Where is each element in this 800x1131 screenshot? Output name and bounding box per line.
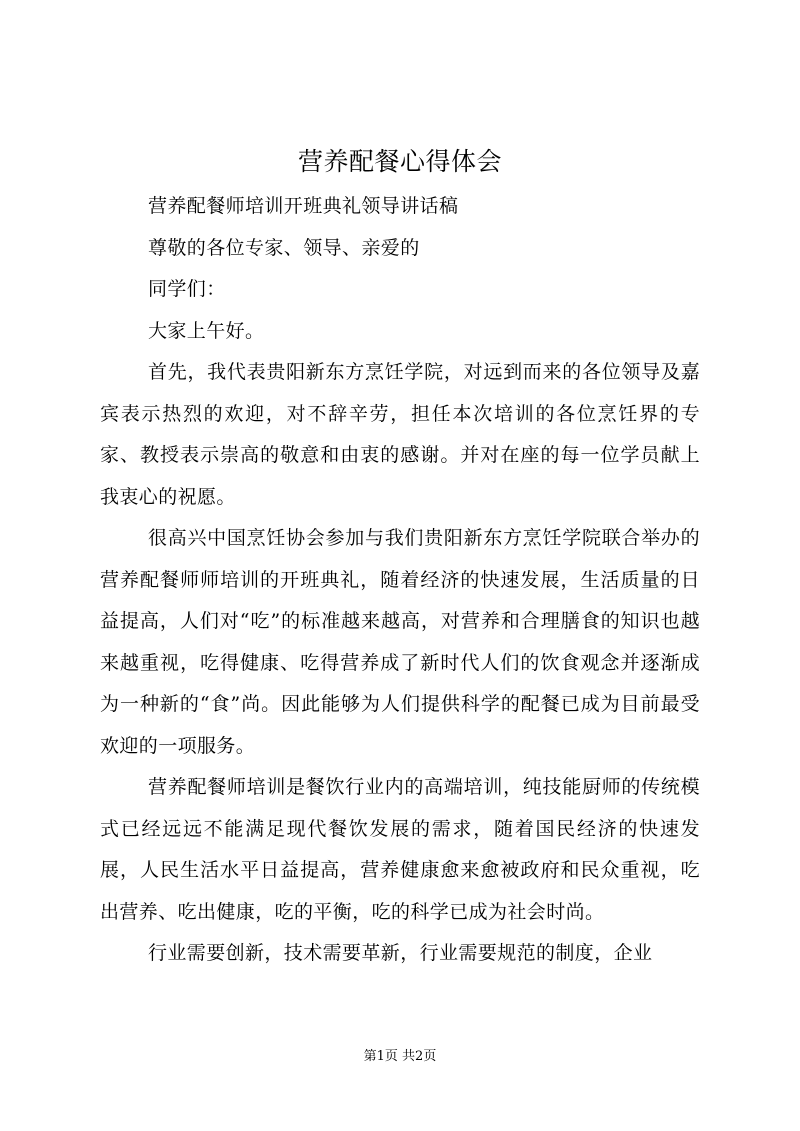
paragraph-greeting: 大家上午好。	[148, 319, 265, 342]
paragraph-welcome: 首先，我代表贵阳新东方烹饪学院，对远到而来的各位领导及嘉宾表示热烈的欢迎，对不辞辛劳，担任本次培训的各位烹饪界的专家、教授表示崇高的敬意和由衷的感谢。并对在座的每一位学员献上我衷心的祝愿。	[100, 361, 700, 508]
paragraph-background: 很高兴中国烹饪协会参加与我们贵阳新东方烹饪学院联合举办的营养配餐师师培训的开班典礼，随着经济的快速发展，生活质量的日益提高，人们对“吃”的标准越来越高，对营养和合理膳食的知识也越来越重视，吃得健康、吃得营养成了新时代人们的饮食观念并逐渐成为一种新的“食”尚。因此能够为人们提供科学的配餐已成为目前最受欢迎的一项服务。	[100, 527, 700, 757]
document-body	[100, 186, 700, 975]
paragraph-training: 营养配餐师培训是餐饮行业内的高端培训，纯技能厨师的传统模式已经远远不能满足现代餐饮发展的需求，随着国民经济的快速发展，人民生活水平日益提高，营养健康愈来愈被政府和民众重视，吃出营养、吃出健康，吃的平衡，吃的科学已成为社会时尚。	[100, 776, 700, 923]
page-footer: 第1页 共2页	[363, 1049, 437, 1064]
document-title: 营养配餐心得体会	[297, 147, 502, 176]
paragraph-salutation: 尊敬的各位专家、领导、亲爱的	[148, 236, 420, 259]
paragraph-salutation-cont: 同学们：	[148, 278, 226, 300]
paragraph-subtitle: 营养配餐师培训开班典礼领导讲话稿	[148, 195, 459, 217]
paragraph-industry: 行业需要创新，技术需要革新，行业需要规范的制度，企业	[148, 942, 653, 964]
